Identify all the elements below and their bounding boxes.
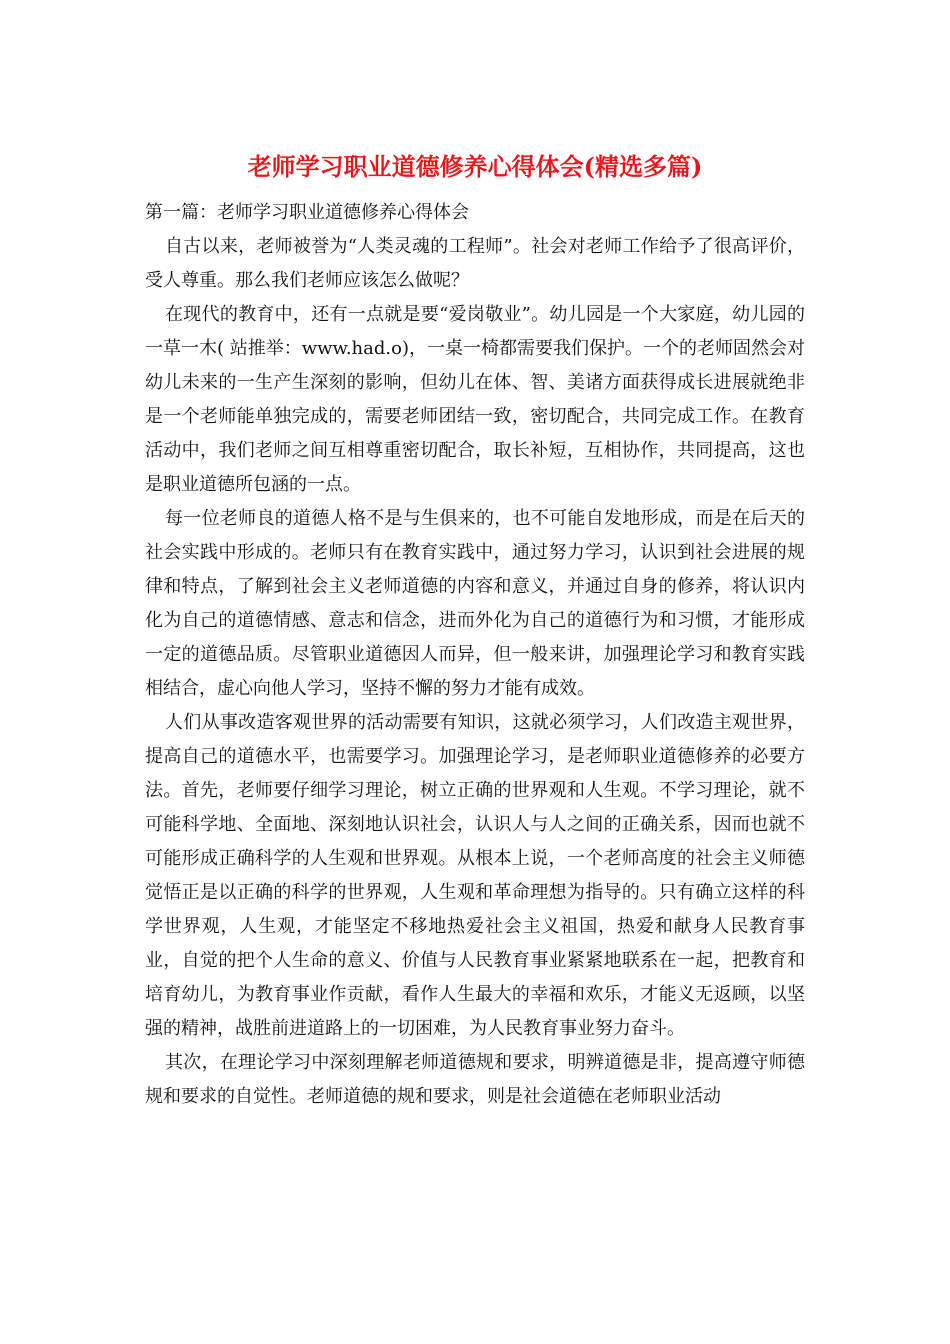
section-heading: 第一篇：老师学习职业道德修养心得体会 — [145, 202, 469, 223]
document-body — [145, 196, 805, 1114]
paragraph-5: 其次，在理论学习中深刻理解老师道德规和要求，明辨道德是非，提高遵守师德规和要求的自觉性。老师道德的规和要求，则是社会道德在老师职业活动 — [145, 1052, 805, 1107]
document-title: 老师学习职业道德修养心得体会(精选多篇) — [247, 152, 703, 181]
paragraph-4: 人们从事改造客观世界的活动需要有知识，这就必须学习，人们改造主观世界，提高自己的道德水平，也需要学习。加强理论学习，是老师职业道德修养的必要方法。首先，老师要仔细学习理论，树立正确的世界观和人生观。不学习理论，就不可能科学地、全面地、深刻地认识社会，认识人与人之间的正确关系，因而也就不可能形成正确科学的人生观和世界观。从根本上说，一个老师高度的社会主义师德觉悟正是以正确的科学的世界观，人生观和革命理想为指导的。只有确立这样的科学世界观，人生观，才能坚定不移地热爱社会主义祖国，热爱和献身人民教育事业，自觉的把个人生命的意义、价值与人民教育事业紧紧地联系在一起，把教育和培育幼儿，为教育事业作贡献，看作人生最大的幸福和欢乐，才能义无返顾，以坚强的精神，战胜前进道路上的一切困难，为人民教育事业努力奋斗。 — [145, 712, 805, 1039]
paragraph-2: 在现代的教育中，还有一点就是要“爱岗敬业”。幼儿园是一个大家庭，幼儿园的一草一木( 站推举：www.had.o)，一桌一椅都需要我们保护。一个的老师固然会对幼儿未来的一生产生深刻的影响，但幼儿在体、智、美诸方面获得成长进展就绝非是一个老师能单独完成的，需要老师团结一致，密切配合，共同完成工作。在教育活动中，我们老师之间互相尊重密切配合，取长补短，互相协作，共同提高，这也是职业道德所包涵的一点。 — [145, 304, 805, 495]
paragraph-3: 每一位老师良的道德人格不是与生俱来的，也不可能自发地形成，而是在后天的社会实践中形成的。老师只有在教育实践中，通过努力学习，认识到社会进展的规律和特点，了解到社会主义老师道德的内容和意义，并通过自身的修养，将认识内化为自己的道德情感、意志和信念，进而外化为自己的道德行为和习惯，才能形成一定的道德品质。尽管职业道德因人而异，但一般来讲，加强理论学习和教育实践相结合，虚心向他人学习，坚持不懈的努力才能有成效。 — [145, 508, 805, 699]
paragraph-1: 自古以来，老师被誉为“人类灵魂的工程师”。社会对老师工作给予了很高评价，受人尊重。那么我们老师应该怎么做呢？ — [145, 236, 805, 291]
